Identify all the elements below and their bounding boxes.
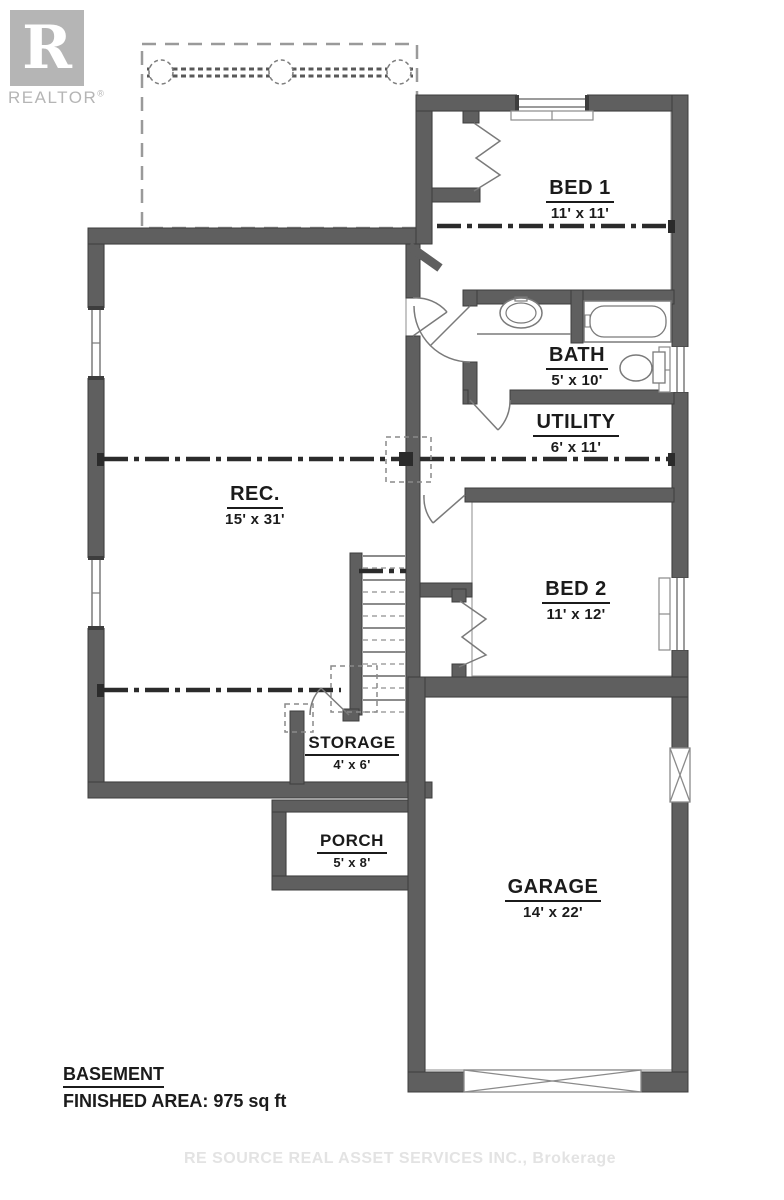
bed2-door: [424, 495, 465, 523]
bed1-closet-bifold-door: [474, 123, 500, 191]
room-label-rec: [180, 483, 330, 528]
wall: [672, 392, 688, 578]
closet-wall: [432, 188, 480, 202]
wall: [272, 800, 408, 812]
room-dims: 14' x 22': [523, 904, 583, 921]
room-label-garage: [478, 876, 628, 921]
room-name: GARAGE: [505, 876, 602, 902]
realtor-logo-wordmark: REALTOR®: [8, 88, 106, 107]
bath-door: [414, 306, 470, 362]
wall: [416, 95, 517, 111]
room-dims: 15' x 31': [225, 511, 285, 528]
wall: [465, 488, 674, 502]
room-label-utility: [501, 411, 651, 456]
bathtub: [584, 301, 671, 342]
wall: [416, 95, 432, 244]
room-name: PORCH: [317, 831, 387, 854]
garage-side-vent: [670, 748, 690, 802]
wall: [408, 1072, 464, 1092]
post-circle: [387, 60, 411, 84]
brokerage-watermark: RE SOURCE REAL ASSET SERVICES INC., Brokerage: [183, 1150, 617, 1167]
wall: [88, 378, 104, 558]
post-circle: [149, 60, 173, 84]
staircase: [363, 556, 405, 712]
wall: [272, 876, 408, 890]
wall: [510, 390, 674, 404]
sink: [500, 297, 542, 328]
wall: [463, 290, 477, 306]
room-label-porch: [282, 831, 422, 870]
wall: [88, 628, 104, 798]
registered-trademark: ®: [97, 88, 106, 99]
room-name: UTILITY: [533, 411, 618, 437]
wall: [672, 802, 688, 1092]
room-dims: 6' x 11': [550, 439, 602, 456]
room-dims: 5' x 10': [551, 372, 603, 389]
wall: [571, 290, 583, 343]
room-dims: 4' x 6': [333, 756, 371, 772]
room-label-bath: [502, 344, 652, 389]
wall: [88, 782, 432, 798]
post-square: [399, 452, 413, 466]
room-name: BATH: [546, 344, 608, 370]
closet-stub-wall: [452, 589, 466, 602]
wall: [408, 677, 688, 697]
room-label-storage: [282, 733, 422, 772]
toilet-tank: [653, 352, 665, 383]
room-name: STORAGE: [305, 733, 398, 756]
room-label-bed1: [505, 177, 655, 222]
floor-label: BASEMENT: [63, 1064, 164, 1088]
window: [86, 556, 106, 630]
window: [86, 306, 106, 380]
plan-footer: [63, 1064, 286, 1112]
room-dims: 5' x 8': [333, 854, 371, 870]
wall: [88, 228, 432, 244]
window: [511, 93, 593, 120]
room-name: BED 2: [542, 578, 609, 604]
deck-dashed-outline: [142, 44, 417, 228]
rec-hall-door: [413, 298, 447, 336]
closet-stub-wall: [452, 664, 466, 678]
room-dims: 11' x 12': [546, 606, 606, 623]
room-name: REC.: [227, 483, 283, 509]
finished-area-label: FINISHED AREA: 975 sq ft: [63, 1091, 287, 1111]
window: [659, 578, 690, 650]
room-name: BED 1: [546, 177, 613, 203]
wall: [463, 390, 468, 404]
realtor-logo-letter: R: [22, 13, 72, 83]
wall: [641, 1072, 688, 1092]
room-dims: 11' x 11': [550, 205, 610, 222]
stair-wall: [350, 553, 362, 715]
closet-stub-wall: [463, 111, 479, 123]
wall: [672, 650, 688, 748]
room-label-bed2: [501, 578, 651, 623]
post-circle: [269, 60, 293, 84]
garage-door: [464, 1070, 641, 1092]
